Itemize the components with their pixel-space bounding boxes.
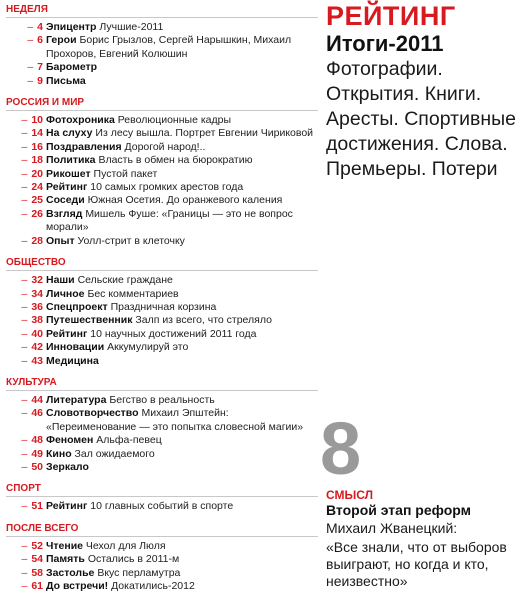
entry-heading: Рикошет bbox=[46, 167, 91, 180]
entry-heading: Наши bbox=[46, 274, 75, 287]
toc-section bbox=[6, 377, 318, 474]
entry-subtitle: Сельские граждане bbox=[77, 274, 173, 287]
toc-entry[interactable] bbox=[6, 355, 318, 368]
entry-subtitle: Лучшие-2011 bbox=[99, 21, 164, 33]
page-number: – 44 bbox=[21, 393, 43, 406]
page-number: – 51 bbox=[21, 500, 43, 513]
toc-entry[interactable] bbox=[6, 288, 318, 301]
entry-subtitle: 10 самых громких арестов года bbox=[90, 181, 244, 194]
toc-entry[interactable] bbox=[6, 154, 318, 167]
toc-entry[interactable] bbox=[6, 500, 318, 513]
entry-heading: Герои bbox=[46, 34, 77, 47]
entry-subtitle: Пустой пакет bbox=[93, 167, 158, 180]
feature-description: Фотографии. Открытия. Книги. Аресты. Спортивные достижения. Слова. Премьеры. Потери bbox=[326, 58, 516, 180]
entry-heading: Взгляд bbox=[46, 207, 83, 220]
entry-heading: Кино bbox=[46, 447, 72, 460]
page-number: – 4 bbox=[27, 21, 43, 33]
entry-subtitle: 10 главных событий в спорте bbox=[90, 500, 234, 513]
toc-section bbox=[6, 97, 318, 248]
page-number: – 20 bbox=[21, 167, 43, 180]
toc-entry[interactable] bbox=[6, 394, 318, 407]
toc-entry[interactable] bbox=[6, 75, 318, 88]
feature-title: Итоги-2011 bbox=[326, 31, 444, 56]
entry-subtitle: Михаил Эпштейн: «Переименование — это попытка словесной магии» bbox=[46, 407, 304, 433]
page-number: – 48 bbox=[21, 434, 43, 447]
entry-subtitle: Праздничная корзина bbox=[110, 300, 217, 313]
entry-heading: Соседи bbox=[46, 194, 85, 207]
entry-heading: Фотохроника bbox=[46, 114, 115, 127]
page-number: – 28 bbox=[21, 234, 43, 247]
section-title: КУЛЬТУРА bbox=[6, 377, 318, 391]
toc-entry[interactable] bbox=[6, 181, 318, 194]
entry-heading: Застолье bbox=[46, 566, 95, 579]
entry-heading: Рейтинг bbox=[46, 500, 88, 513]
page-number: – 9 bbox=[27, 74, 43, 87]
entry-heading: Эпицентр bbox=[46, 21, 97, 33]
page-number: – 25 bbox=[21, 194, 43, 207]
page-number: – 34 bbox=[21, 287, 43, 300]
entry-subtitle: Дорогой народ!.. bbox=[124, 140, 206, 153]
toc-entry[interactable] bbox=[6, 540, 318, 553]
toc-entry[interactable] bbox=[6, 61, 318, 74]
section-title: ПОСЛЕ ВСЕГО bbox=[6, 523, 318, 537]
feature-block[interactable] bbox=[326, 2, 530, 182]
page-number: – 42 bbox=[21, 341, 43, 354]
entry-heading: Письма bbox=[46, 74, 86, 87]
entry-heading: Путешественник bbox=[46, 314, 133, 327]
page-number: – 52 bbox=[21, 539, 43, 552]
page-number: – 49 bbox=[21, 447, 43, 460]
page-number: – 24 bbox=[21, 181, 43, 194]
entry-subtitle: Уолл-стрит в клеточку bbox=[77, 234, 185, 247]
toc-entry[interactable] bbox=[6, 580, 318, 593]
entry-subtitle: Вкус перламутра bbox=[97, 566, 181, 579]
entry-subtitle: Залп из всего, что стреляло bbox=[135, 314, 272, 327]
feature-page-number: 8 bbox=[320, 407, 362, 490]
entry-subtitle: Власть в обмен на бюрократию bbox=[98, 154, 253, 167]
entry-heading: Поздравления bbox=[46, 140, 122, 153]
toc-entry[interactable] bbox=[6, 194, 318, 207]
page-number: – 61 bbox=[21, 580, 43, 592]
page-number: – 38 bbox=[21, 314, 43, 327]
entry-heading: На слуху bbox=[46, 127, 93, 140]
entry-heading: Опыт bbox=[46, 234, 75, 247]
page-number: – 54 bbox=[21, 553, 43, 566]
meaning-author: Михаил Жванецкий: bbox=[326, 520, 458, 536]
meaning-title: Второй этап реформ bbox=[326, 502, 471, 518]
toc-section bbox=[6, 4, 318, 88]
toc-entry[interactable] bbox=[6, 341, 318, 354]
section-title: НЕДЕЛЯ bbox=[6, 4, 318, 18]
page-number: – 18 bbox=[21, 154, 43, 167]
meaning-block[interactable] bbox=[326, 488, 530, 590]
entry-heading: Словотворчество bbox=[46, 407, 139, 420]
toc-entry[interactable] bbox=[6, 301, 318, 314]
entry-subtitle: Борис Грызлов, Сергей Нарышкин, Михаил Прохоров, Евгений Колюшин bbox=[46, 34, 292, 60]
toc-entry[interactable] bbox=[6, 34, 318, 61]
toc-entry[interactable] bbox=[6, 448, 318, 461]
entry-heading: Инновации bbox=[46, 341, 105, 354]
entry-subtitle: Чехол для Люля bbox=[85, 539, 166, 552]
entry-heading: Чтение bbox=[46, 539, 83, 552]
toc-section bbox=[6, 257, 318, 368]
meaning-quote: «Все знали, что от выборов выиграют, но когда и кто, неизвестно» bbox=[326, 539, 507, 589]
entry-subtitle: Революционные кадры bbox=[117, 114, 232, 127]
section-title: СПОРТ bbox=[6, 483, 318, 497]
page-number: – 58 bbox=[21, 566, 43, 579]
entry-heading: Спецпроект bbox=[46, 300, 108, 313]
entry-heading: Память bbox=[46, 553, 85, 566]
page-number: – 32 bbox=[21, 274, 43, 287]
page-number: – 26 bbox=[21, 207, 43, 220]
page-number: – 40 bbox=[21, 327, 43, 340]
section-title: РОССИЯ И МИР bbox=[6, 97, 318, 111]
entry-heading: Личное bbox=[46, 287, 85, 300]
entry-heading: Политика bbox=[46, 154, 96, 167]
toc-entry[interactable] bbox=[6, 168, 318, 181]
page-number: – 10 bbox=[21, 114, 43, 127]
entry-subtitle: Бегство в реальность bbox=[109, 393, 215, 406]
toc-entry[interactable] bbox=[6, 407, 318, 434]
toc-entry[interactable] bbox=[6, 553, 318, 566]
toc-entry[interactable] bbox=[6, 328, 318, 341]
toc-section bbox=[6, 523, 318, 594]
toc-entry[interactable] bbox=[6, 141, 318, 154]
entry-subtitle: Из лесу вышла. Портрет Евгении Чириковой bbox=[95, 127, 314, 140]
entry-heading: До встречи! bbox=[46, 580, 109, 592]
toc-entry[interactable] bbox=[6, 235, 318, 248]
entry-heading: Барометр bbox=[46, 61, 98, 74]
toc-entry[interactable] bbox=[6, 274, 318, 287]
entry-subtitle: Зал ожидаемого bbox=[74, 447, 155, 460]
entry-heading: Рейтинг bbox=[46, 327, 88, 340]
toc-entry[interactable] bbox=[6, 434, 318, 447]
toc-entry[interactable] bbox=[6, 114, 318, 127]
entry-subtitle: Южная Осетия. До оранжевого каления bbox=[87, 194, 283, 207]
page-number: – 46 bbox=[21, 407, 43, 420]
section-title: ОБЩЕСТВО bbox=[6, 257, 318, 271]
entry-heading: Зеркало bbox=[46, 460, 89, 473]
entry-subtitle: Альфа-певец bbox=[96, 434, 162, 447]
toc-entry[interactable] bbox=[6, 208, 318, 235]
page-number: – 6 bbox=[27, 34, 43, 47]
page-number: – 16 bbox=[21, 140, 43, 153]
toc-entry[interactable] bbox=[6, 21, 318, 34]
entry-heading: Рейтинг bbox=[46, 181, 88, 194]
feature-label: РЕЙТИНГ bbox=[326, 1, 456, 31]
toc-entry[interactable] bbox=[6, 314, 318, 327]
meaning-label: СМЫСЛ bbox=[326, 488, 374, 502]
entry-heading: Литература bbox=[46, 393, 107, 406]
toc-entry[interactable] bbox=[6, 567, 318, 580]
entry-heading: Медицина bbox=[46, 354, 99, 367]
entry-subtitle: Остались в 2011-м bbox=[87, 553, 180, 566]
toc-entry[interactable] bbox=[6, 461, 318, 474]
toc-entry[interactable] bbox=[6, 127, 318, 140]
entry-heading: Феномен bbox=[46, 434, 94, 447]
entry-subtitle: Аккумулируй это bbox=[107, 341, 189, 354]
entry-subtitle: 10 научных достижений 2011 года bbox=[90, 327, 257, 340]
page-number: – 7 bbox=[27, 61, 43, 74]
table-of-contents bbox=[6, 4, 318, 602]
entry-subtitle: Бес комментариев bbox=[87, 287, 179, 300]
page-number: – 50 bbox=[21, 460, 43, 473]
page-number: – 14 bbox=[21, 127, 43, 140]
entry-subtitle: Мишель Фуше: «Границы — это не вопрос морали» bbox=[46, 207, 293, 234]
toc-section bbox=[6, 483, 318, 513]
page-number: – 36 bbox=[21, 300, 43, 313]
page-number: – 43 bbox=[21, 354, 43, 367]
entry-subtitle: Докатились-2012 bbox=[111, 580, 195, 592]
